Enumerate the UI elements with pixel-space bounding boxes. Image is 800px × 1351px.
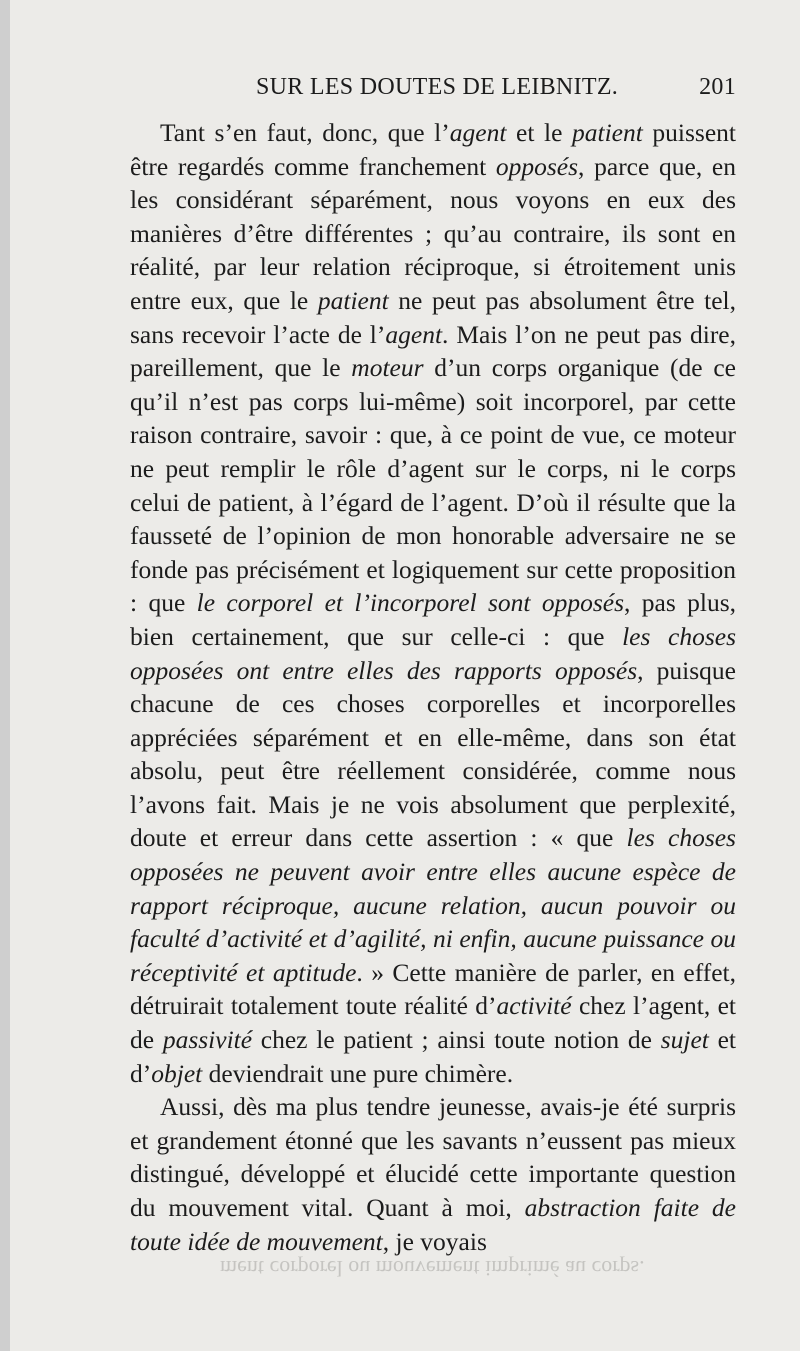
italic-run: agent [385, 319, 443, 349]
text-run: deviendrait une pure chimère. [202, 1058, 514, 1088]
text-run: . Mais l’on ne peut pas dire, pareillement, que le [130, 319, 737, 383]
italic-run: opposés [495, 151, 579, 181]
book-page [10, 0, 800, 1351]
italic-run: objet [151, 1058, 203, 1088]
text-run: Aussi, dès ma plus tendre jeunesse, avais-je été surpris et grandement étonné que les savants n’eussent pas mieux distingué, développé et élucidé cette importante question du mouvement vital. Quant à moi, [130, 1092, 736, 1222]
text-run: chez le patient ; ainsi toute notion de [252, 1025, 661, 1055]
running-title: SUR LES DOUTES DE LEIBNITZ. [256, 74, 619, 100]
text-run: chez l’agent, et de [130, 991, 736, 1055]
italic-run: patient [571, 118, 643, 147]
text-run: et le [506, 118, 572, 147]
page-number: 201 [699, 74, 736, 100]
italic-run: agent [449, 118, 507, 147]
italic-run: moteur [351, 353, 424, 383]
text-run: Tant s’en faut, donc, que l’ [160, 118, 450, 147]
text-run: , pas plus, bien certainement, que sur celle-ci : que [130, 588, 737, 651]
italic-run: passivité [162, 1025, 253, 1055]
body-text [130, 116, 736, 1258]
italic-run: le corporel et l’incorporel sont opposés [196, 588, 625, 618]
bleed-through-text: ment corporel ou mouvement imprimé au corps. [220, 1256, 645, 1281]
italic-run: abstraction faite de toute idée de mouvement [130, 1193, 736, 1256]
italic-run: les choses opposées ne peuvent avoir entre elles aucune espèce de rapport réciproque, aucune relation, aucun pouvoir ou faculté d’activité et d’agilité, ni enfin, aucune puissance ou réceptivité et aptitude [130, 823, 736, 987]
italic-run: sujet [660, 1025, 709, 1055]
paragraph [130, 1090, 736, 1258]
text-run: d’un corps organique (de ce qu’il n’est pas corps lui-même) soit incorporel, par cette raison contraire, savoir : que, à ce point de vue, ce moteur ne peut remplir le rôle d’agent sur le corps, ni le corps celui de patient, à l’égard de l’agent. D’où il résulte que la fausseté de l’opinion de mon honorable adversaire ne se fonde pas précisément et logiquement sur cette proposition : que [130, 353, 736, 618]
text-run: et d’ [130, 1025, 737, 1088]
text-run: . » Cette manière de parler, en effet, détruirait totalement toute réalité d’ [130, 957, 736, 1021]
text-run: , puisque chacune de ces choses corporelles et incorporelles appréciées séparément et en elle-même, dans son état absolu, peut être réellement considérée, comme nous l’avons fait. Mais je ne vois absolument que perplexité, doute et erreur dans cette assertion : « que [130, 655, 737, 853]
text-run: , parce que, en les considérant séparément, nous voyons en eux des manières d’être différentes ; qu’au contraire, ils sont en réalité, par leur relation réciproque, si étroitement unis entre eux, que le [130, 151, 736, 315]
text-run: , je voyais [382, 1226, 487, 1256]
paragraph [130, 116, 736, 1090]
text-run: puissent être regardés comme franchement [130, 118, 736, 181]
running-header [256, 74, 736, 110]
italic-run: activité [496, 991, 572, 1021]
text-run: ne peut pas absolument être tel, sans recevoir l’acte de l’ [130, 285, 736, 349]
italic-run: les choses opposées ont entre elles des rapports opposés [130, 621, 736, 685]
italic-run: patient [317, 285, 389, 315]
